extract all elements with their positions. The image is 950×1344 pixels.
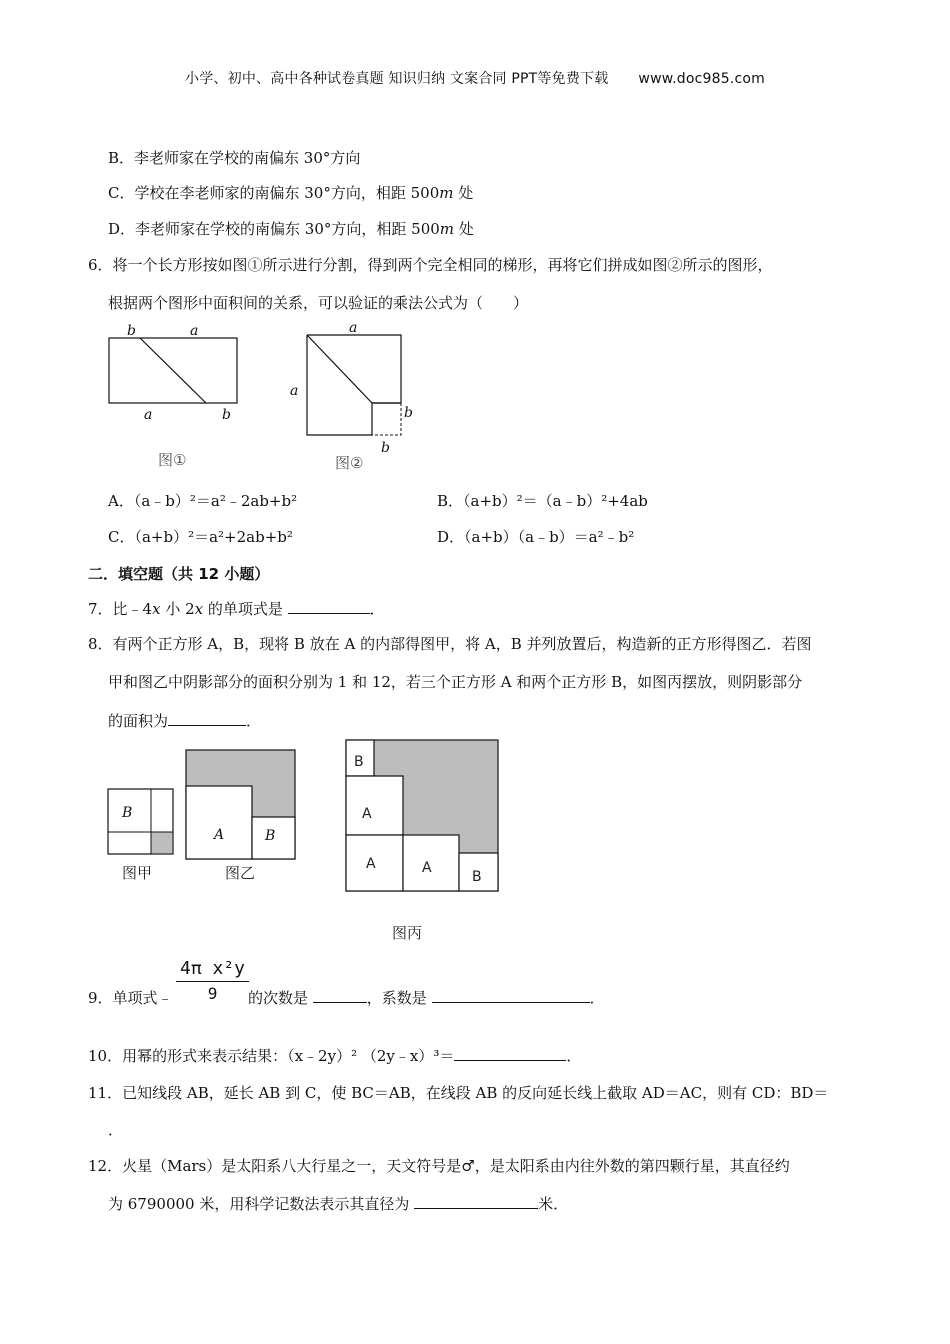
fig2-caption: 图②	[335, 454, 364, 472]
yi-label-a: A	[214, 827, 225, 843]
jia-label-b: B	[122, 805, 133, 821]
q9-denominator: 9	[207, 984, 218, 1003]
q5-option-c: C．学校在李老师家的南偏东 30°方向，相距 500m 处	[108, 184, 474, 202]
bing-label-a1: A	[362, 806, 372, 822]
header-site: www.doc985.com	[638, 71, 765, 87]
fig1-label-a-top: a	[190, 323, 199, 339]
q6-line2: 根据两个图形中面积间的关系，可以验证的乘法公式为（ ）	[108, 294, 529, 312]
header-text: 小学、初中、高中各种试卷真题 知识归纳 文案合同 PPT等免费下载	[185, 71, 609, 87]
q6-option-b: B．（a+b）²＝（a﹣b）²+4ab	[437, 492, 648, 510]
q7-answer-blank[interactable]	[288, 599, 370, 614]
q6-figure-2	[283, 318, 423, 482]
q6-figure-1	[100, 318, 250, 482]
q8-line3: 的面积为 ．	[108, 712, 262, 730]
q8-line1: 8．有两个正方形 A，B，现将 B 放在 A 的内部得图甲，将 A，B 并列放置后，构造新的正方形得图乙．若图	[88, 635, 812, 653]
q6-line1: 6．将一个长方形按如图①所示进行分割，得到两个完全相同的梯形，再将它们拼成如图②所示的图形，	[88, 256, 773, 274]
q10-answer-blank[interactable]	[454, 1046, 566, 1061]
bing-label-a2: A	[366, 856, 376, 872]
bing-label-b2: B	[472, 869, 482, 885]
fig2-label-a-top: a	[349, 320, 358, 336]
q9-coefficient-blank[interactable]	[432, 988, 590, 1003]
page-header	[0, 68, 950, 88]
fig1-label-b-top: b	[127, 323, 136, 339]
q6-option-a: A．（a﹣b）²＝a²﹣2ab+b²	[108, 492, 298, 510]
q9-fraction	[176, 958, 249, 1003]
q9: 9．单项式﹣	[88, 989, 173, 1007]
q8-figure-jia-yi	[100, 745, 305, 894]
jia-caption: 图甲	[122, 864, 153, 882]
q9-numerator: 4π x²y	[176, 958, 249, 982]
q9-degree-blank[interactable]	[313, 988, 367, 1003]
fig1-caption: 图①	[158, 451, 187, 469]
q6-option-c: C．（a+b）²＝a²+2ab+b²	[108, 528, 293, 546]
q10: 10．用幂的形式来表示结果：（x﹣2y）² （2y﹣x）³＝ ．	[88, 1047, 582, 1065]
q7: 7．比﹣4x 小 2x 的单项式是 ．	[88, 600, 385, 618]
q5-option-d: D．李老师家在学校的南偏东 30°方向，相距 500m 处	[108, 220, 474, 238]
q11-line2: ．	[108, 1121, 124, 1139]
fig2-label-a-left: a	[290, 383, 299, 399]
fig1-label-b-bottom: b	[222, 407, 231, 423]
section-2-title: 二．填空题（共 12 小题）	[88, 565, 270, 583]
q9-rest: 的次数是 ，系数是 ．	[248, 989, 605, 1007]
q8-answer-blank[interactable]	[168, 711, 246, 726]
q8-line2: 甲和图乙中阴影部分的面积分别为 1 和 12，若三个正方形 A 和两个正方形 B，如图丙摆放，则阴影部分	[108, 673, 803, 691]
q12-line2: 为 6790000 米，用科学记数法表示其直径为 米．	[108, 1195, 569, 1213]
q5-option-b: B．李老师家在学校的南偏东 30°方向	[108, 149, 361, 167]
q8-figure-bing	[340, 735, 505, 954]
yi-label-b: B	[265, 828, 276, 844]
fig2-label-b-right: b	[404, 405, 413, 421]
q6-option-d: D．（a+b）（a﹣b）＝a²﹣b²	[437, 528, 635, 546]
fig2-label-b-bottom: b	[381, 440, 390, 456]
fig1-label-a-bottom: a	[144, 407, 153, 423]
bing-label-b1: B	[354, 754, 364, 770]
q12-line1: 12．火星（Mars）是太阳系八大行星之一，天文符号是♂，是太阳系由内往外数的第四颗行星，其直径约	[88, 1157, 790, 1175]
q12-answer-blank[interactable]	[414, 1194, 538, 1209]
bing-label-a3: A	[422, 860, 432, 876]
bing-caption: 图丙	[392, 924, 423, 942]
yi-caption: 图乙	[225, 864, 256, 882]
q11-line1: 11．已知线段 AB，延长 AB 到 C，使 BC＝AB，在线段 AB 的反向延长线上截取 AD＝AC，则有 CD：BD＝	[88, 1084, 829, 1102]
